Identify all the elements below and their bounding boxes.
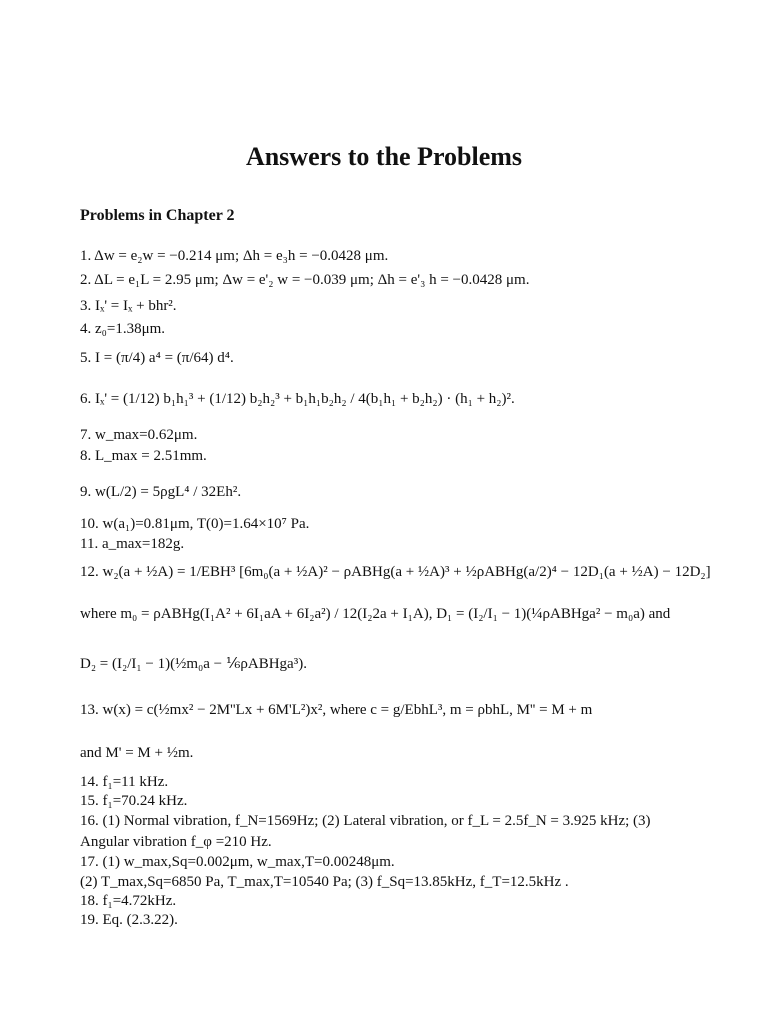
answer-15: 15. f₁=70.24 kHz.: [80, 793, 188, 809]
answer-16-cont: Angular vibration f_φ =210 Hz.: [80, 834, 272, 850]
answer-17-cont: (2) T_max,Sq=6850 Pa, T_max,T=10540 Pa; (3) f_Sq=13.85kHz, f_T=12.5kHz .: [80, 874, 569, 890]
answer-6: 6. Iₓ' = (1/12) b₁h₁³ + (1/12) b₂h₂³ + b₁h₁b₂h₂ / 4(b₁h₁ + b₂h₂) · (h₁ + h₂)².: [80, 391, 515, 407]
answer-5: 5. I = (π/4) a⁴ = (π/64) d⁴.: [80, 350, 234, 366]
answer-4: 4. z₀=1.38μm.: [80, 321, 166, 337]
answer-17: 17. (1) w_max,Sq=0.002μm, w_max,T=0.00248μm.: [80, 854, 395, 870]
answer-12-where: where m₀ = ρABHg(I₁A² + 6I₁aA + 6I₂a²) / 12(I₂2a + I₁A), D₁ = (I₂/I₁ − 1)(¼ρABHga² − m₀a) and: [80, 606, 671, 622]
answer-11: 11. a_max=182g.: [80, 536, 185, 552]
answer-12: 12. w₂(a + ½A) = 1/EBH³ [6m₀(a + ½A)² − ρABHg(a + ½A)³ + ½ρABHg(a/2)⁴ − 12D₁(a + ½A) − 12D₂]: [80, 564, 711, 580]
answer-12-d2: D₂ = (I₂/I₁ − 1)(½m₀a − ⅙ρABHga³).: [80, 656, 307, 672]
answer-18: 18. f₁=4.72kHz.: [80, 893, 177, 909]
answer-1: 1. Δw = e₂w = −0.214 μm; Δh = e₃h = −0.0428 μm.: [80, 248, 389, 264]
page-title: Answers to the Problems: [245, 142, 523, 171]
answer-3: 3. Iₓ' = Iₓ + bhr².: [80, 298, 177, 314]
answer-8: 8. L_max = 2.51mm.: [80, 448, 207, 464]
answer-13: 13. w(x) = c(½mx² − 2M''Lx + 6M'L²)x², where c = g/EbhL³, m = ρbhL, M'' = M + m: [80, 702, 593, 718]
answer-19: 19. Eq. (2.3.22).: [80, 912, 178, 928]
answer-14: 14. f₁=11 kHz.: [80, 774, 169, 790]
answer-10: 10. w(a₁)=0.81μm, T(0)=1.64×10⁷ Pa.: [80, 516, 310, 532]
answer-2: 2. ΔL = e₁L = 2.95 μm; Δw = e'₂ w = −0.039 μm; Δh = e'₃ h = −0.0428 μm.: [80, 272, 530, 288]
answer-13-and: and M' = M + ½m.: [80, 745, 194, 761]
answer-9: 9. w(L/2) = 5ρgL⁴ / 32Eh².: [80, 484, 242, 500]
answer-16: 16. (1) Normal vibration, f_N=1569Hz; (2) Lateral vibration, or f_L = 2.5f_N = 3.925 kHz; (3): [80, 813, 651, 829]
section-heading: Problems in Chapter 2: [80, 207, 235, 224]
answer-7: 7. w_max=0.62μm.: [80, 427, 198, 443]
